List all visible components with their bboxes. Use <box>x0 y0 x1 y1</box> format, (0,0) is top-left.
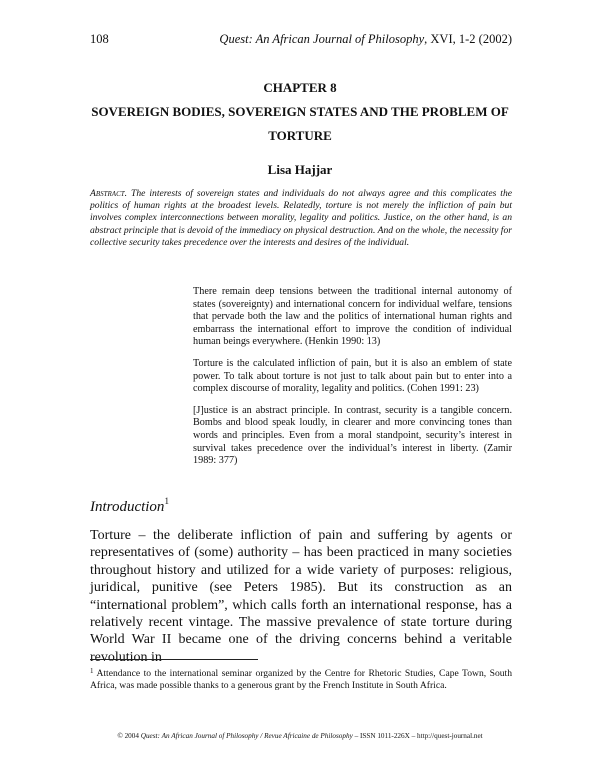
epigraph-zamir: [J]ustice is an abstract principle. In contrast, security is a tangible concern. Bombs and blood speak loudly, in clearer and more convincing tones than words and principles. Even from a moral standpoint, security’s interest in survival takes precedence over the individual’s interest in liberty. (Zamir 1989: 377) <box>193 404 512 467</box>
body-paragraph: Torture – the deliberate infliction of pain and suffering by agents or representatives of (some) authority – has been practiced in many societies throughout history and utilized for a wide variety of purposes: religious, juridical, punitive (see Peters 1985). But its construction as an “international problem”, which calls forth an international response, has a relatively recent vintage. The massive prevalence of state torture during World War II became one of the driving concerns behind a veritable revolution in <box>90 528 512 665</box>
epigraphs <box>193 286 512 477</box>
paper-title: SOVEREIGN BODIES, SOVEREIGN STATES AND THE PROBLEM OF TORTURE <box>91 104 509 143</box>
journal-issue: , XVI, 1-2 (2002) <box>424 32 512 46</box>
page-number: 108 <box>90 32 109 46</box>
abstract-text: The interests of sovereign states and individuals do not always agree and this complicates the politics of human rights at the broadest levels. Relatedly, torture is not merely the infliction of pain but involves complex interconnections between morality, legality and politics. Justice, on the other hand, is an abstract principle that is devoid of the immediacy on physical destruction. And on the whole, the necessity for collective security takes precedence over the interests and desires of the individual. <box>90 188 512 248</box>
footnote-reference[interactable]: 1 <box>164 496 169 506</box>
epigraph-cohen: Torture is the calculated infliction of pain, but it is also an emblem of state power. To talk about torture is not just to talk about pain but to enter into a complex discourse of morality, legality and politics. (Cohen 1991: 23) <box>193 357 512 395</box>
abstract <box>90 188 512 249</box>
footnote <box>90 665 512 692</box>
section-heading-text: Introduction <box>90 499 165 515</box>
copyright-prefix: © 2004 <box>117 732 141 740</box>
footnote-mark: 1 <box>90 667 94 675</box>
abstract-label: Abstract. <box>90 188 128 199</box>
epigraph-henkin: There remain deep tensions between the traditional internal autonomy of states (sovereignty) and international concern for individual welfare, tensions that pervade both the law and the politics of international human rights and embarrass the international effort to improve the condition of individual human beings everywhere. (Henkin 1990: 13) <box>193 286 512 348</box>
running-head <box>90 32 512 47</box>
footnote-divider <box>90 659 258 660</box>
copyright-journal: Quest: An African Journal of Philosophy / Revue Africaine de Philosophy <box>140 732 353 740</box>
journal-name: Quest: An African Journal of Philosophy <box>219 32 425 46</box>
copyright-suffix: – ISSN 1011-226X – http://quest-journal.net <box>352 732 483 740</box>
section-heading-introduction <box>90 496 169 516</box>
footnote-text: Attendance to the international seminar organized by the Centre for Rhetoric Studies, Cape Town, South Africa, was made possible thanks to a generous grant by the French Institute in South Africa. <box>90 668 512 692</box>
journal-citation <box>219 32 512 47</box>
chapter-label: CHAPTER 8 <box>263 80 337 95</box>
copyright-line <box>0 732 600 740</box>
author-name: Lisa Hajjar <box>267 162 333 177</box>
